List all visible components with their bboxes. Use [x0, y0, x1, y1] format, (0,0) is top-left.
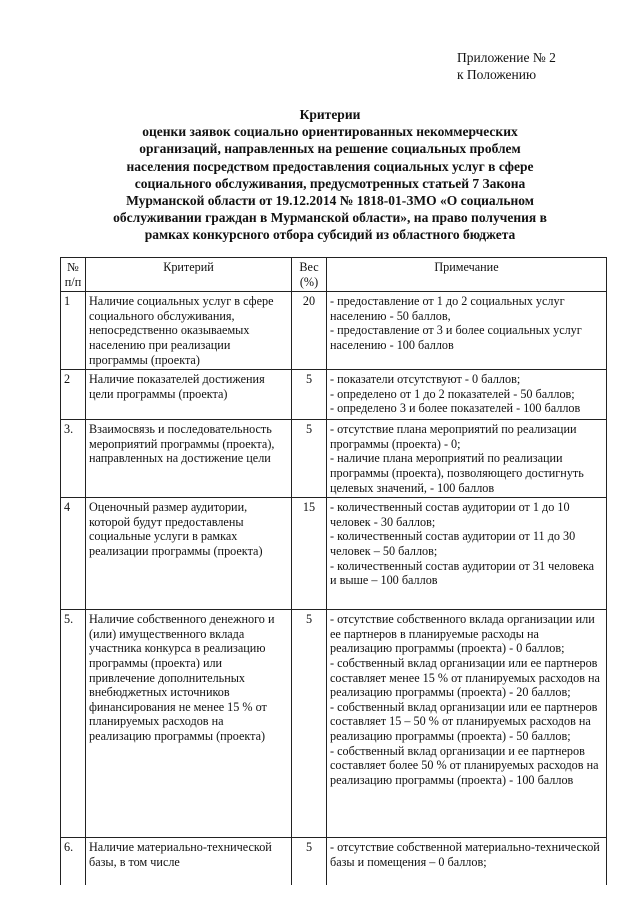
row-criterion: Наличие показателей достижения цели программы (проекта) — [86, 370, 292, 420]
table-row — [61, 420, 607, 498]
note-line: - определено 3 и более показателей - 100 баллов — [330, 401, 581, 416]
table-row — [61, 610, 607, 838]
note-line: - наличие плана мероприятий по реализации программы (проекта), позволяющего достигнуть целевых значений, - 100 баллов — [330, 451, 584, 495]
title-line: обслуживании граждан в Мурманской области», на право получения в — [113, 210, 547, 226]
note-line: - количественный состав аудитории от 31 человека и выше – 100 баллов — [330, 558, 595, 588]
row-criterion: Оценочный размер аудитории, которой будут предоставлены социальные услуги в рамках реализации программы (проекта) — [86, 498, 292, 610]
row-note — [327, 498, 607, 610]
appendix-reference: к Положению — [457, 67, 537, 82]
note-line: - предоставление от 1 до 2 социальных услуг населению - 50 баллов, — [330, 294, 565, 323]
table-header-row — [61, 258, 607, 292]
row-note — [327, 420, 607, 498]
table-row — [61, 292, 607, 370]
row-number: 6. — [61, 838, 86, 898]
row-weight: 15 — [292, 498, 327, 610]
note-line: - предоставление от 3 и более социальных услуг населению - 100 баллов — [330, 323, 582, 352]
row-number: 4 — [61, 498, 86, 610]
note-line: - определено от 1 до 2 показателей - 50 баллов; — [330, 386, 575, 401]
header-num: № п/п — [61, 258, 86, 292]
title-line: Мурманской области от 19.12.2014 № 1818-01-ЗМО «О социальном — [126, 193, 534, 209]
header-note: Примечание — [327, 258, 607, 292]
table-row — [61, 370, 607, 420]
title-line: населения посредством предоставления социальных услуг в сфере — [126, 158, 534, 174]
row-weight: 5 — [292, 370, 327, 420]
appendix-number: Приложение № 2 — [457, 50, 556, 65]
row-criterion: Взаимосвязь и последовательность мероприятий программы (проекта), направленных на достижение цели — [86, 420, 292, 498]
title-heading: Критерии — [299, 107, 361, 122]
header-criterion: Критерий — [86, 258, 292, 292]
document-title — [60, 106, 600, 244]
criteria-table — [60, 257, 607, 898]
appendix-caption — [457, 49, 556, 83]
header-weight: Вес (%) — [292, 258, 327, 292]
row-criterion: Наличие материально-технической базы, в том числе — [86, 838, 292, 898]
note-line: - показатели отсутствуют - 0 баллов; — [330, 372, 521, 387]
note-line: - отсутствие собственной материально-технической базы и помещения – 0 баллов; — [330, 840, 600, 869]
row-number: 2 — [61, 370, 86, 420]
row-number: 1 — [61, 292, 86, 370]
title-line: организаций, направленных на решение социальных проблем — [139, 141, 521, 157]
note-line: - собственный вклад организации или ее партнеров составляет менее 15 % от планируемых расходов на реализацию программы (проекта) - 20 баллов; — [330, 655, 600, 700]
row-criterion: Наличие социальных услуг в сфере социального обслуживания, непосредственно оказываемых населению при реализации программы (проекта) — [86, 292, 292, 370]
table-row — [61, 498, 607, 610]
title-line: социального обслуживания, предусмотренных статьей 7 Закона — [134, 175, 526, 191]
note-line: - собственный вклад организации или ее партнеров составляет 15 – 50 % от планируемых расходов на реализацию программы (проекта) - 50 баллов; — [330, 699, 598, 743]
row-note — [327, 292, 607, 370]
note-line: - собственный вклад организации и ее партнеров составляет более 50 % от планируемых расходов на реализацию программы (проекта) - 100 баллов — [330, 743, 599, 787]
note-line: - отсутствие собственного вклада организации или ее партнеров в планируемые расходы на реализацию программы (проекта) - 0 баллов; — [330, 612, 595, 656]
title-line: рамках конкурсного отбора субсидий из областного бюджета — [144, 227, 516, 243]
row-criterion: Наличие собственного денежного и (или) имущественного вклада участника конкурса в реализацию программы (проекта) или привлечение дополнительных внебюджетных источников финансирования не менее 15 % от планируемых расходов на реализацию программы (проекта) — [86, 610, 292, 838]
row-weight: 5 — [292, 838, 327, 898]
title-line: оценки заявок социально ориентированных некоммерческих — [142, 124, 518, 140]
page-bottom-margin — [0, 885, 640, 905]
row-weight: 5 — [292, 420, 327, 498]
row-note — [327, 610, 607, 838]
row-weight: 20 — [292, 292, 327, 370]
note-line: - количественный состав аудитории от 1 до 10 человек - 30 баллов; — [330, 500, 570, 529]
note-line: - количественный состав аудитории от 11 до 30 человек – 50 баллов; — [330, 529, 576, 558]
row-weight: 5 — [292, 610, 327, 838]
row-number: 5. — [61, 610, 86, 838]
note-line: - отсутствие плана мероприятий по реализации программы (проекта) - 0; — [330, 422, 577, 451]
row-number: 3. — [61, 420, 86, 498]
row-note — [327, 370, 607, 420]
